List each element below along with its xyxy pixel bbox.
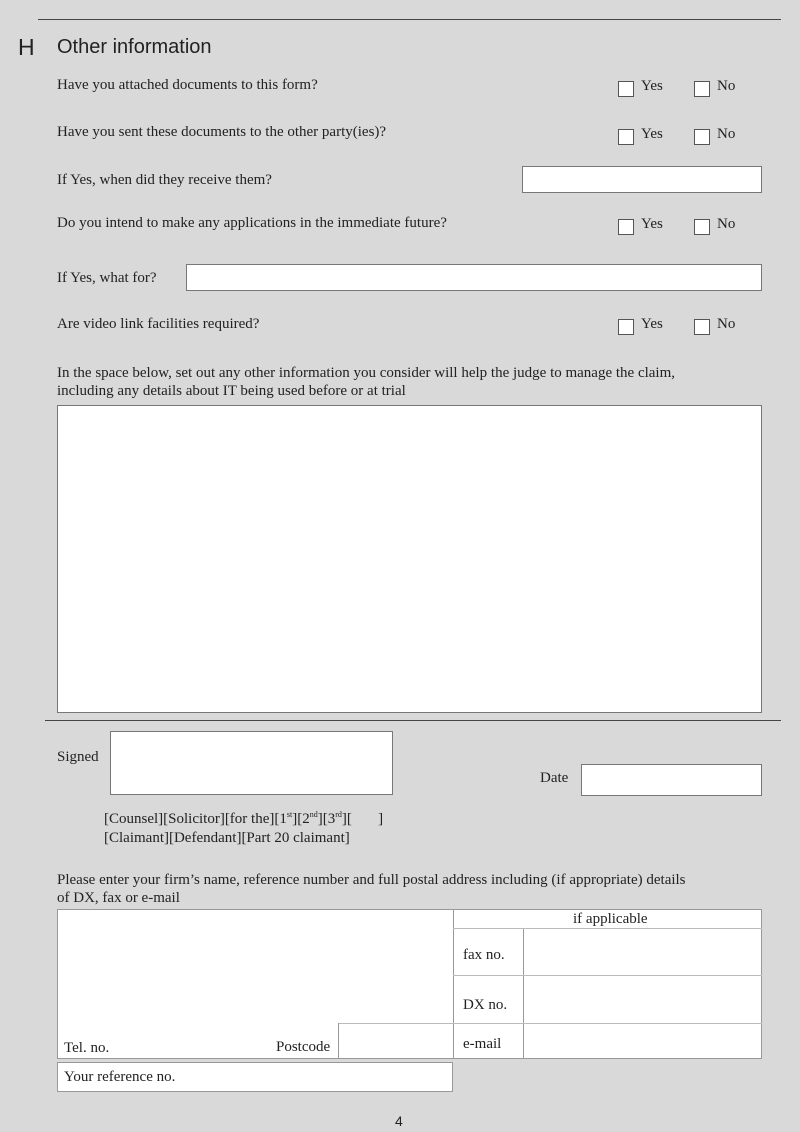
sent-yes-checkbox[interactable] xyxy=(618,126,663,143)
postcode-label: Postcode xyxy=(276,1039,331,1055)
applications-yes-checkbox[interactable] xyxy=(618,216,663,233)
role-text: ][ ] xyxy=(341,811,384,827)
video-no-checkbox[interactable] xyxy=(694,316,735,333)
firm-instructions-line-2: of DX, fax or e-mail xyxy=(57,890,180,906)
question-attached-documents: Have you attached documents to this form? xyxy=(57,77,318,93)
firm-instructions xyxy=(57,871,757,907)
reference-label: Your reference no. xyxy=(64,1069,176,1085)
if-applicable-label: if applicable xyxy=(573,911,648,927)
signature-field[interactable] xyxy=(110,731,393,795)
checkbox-box[interactable] xyxy=(694,219,710,235)
role-sup: rd xyxy=(335,810,342,819)
dx-field[interactable] xyxy=(524,976,761,1023)
section-title: Other information xyxy=(57,36,212,58)
table-divider xyxy=(453,909,454,1059)
page-number: 4 xyxy=(395,1113,403,1129)
attached-yes-checkbox[interactable] xyxy=(618,78,663,95)
fax-field[interactable] xyxy=(524,929,761,975)
checkbox-box[interactable] xyxy=(694,81,710,97)
other-info-instructions xyxy=(57,364,757,400)
attached-no-checkbox[interactable] xyxy=(694,78,735,95)
no-label: No xyxy=(717,216,736,232)
instructions-line-2: including any details about IT being used before or at trial xyxy=(57,383,406,399)
checkbox-box[interactable] xyxy=(694,319,710,335)
question-sent-documents: Have you sent these documents to the other party(ies)? xyxy=(57,124,387,140)
yes-label: Yes xyxy=(641,126,663,142)
yes-label: Yes xyxy=(641,216,663,232)
question-what-for: If Yes, what for? xyxy=(57,270,157,286)
section-letter: H xyxy=(18,34,35,60)
question-applications: Do you intend to make any applications in the immediate future? xyxy=(57,215,447,231)
checkbox-box[interactable] xyxy=(694,129,710,145)
role-line-2: [Claimant][Defendant][Part 20 claimant] xyxy=(104,830,350,846)
checkbox-box[interactable] xyxy=(618,319,634,335)
dx-label: DX no. xyxy=(463,997,508,1013)
role-text: ][2 xyxy=(292,811,310,827)
checkbox-box[interactable] xyxy=(618,129,634,145)
tel-label: Tel. no. xyxy=(64,1040,110,1056)
firm-instructions-line-1: Please enter your firm’s name, reference number and full postal address including (if appropriate) details xyxy=(57,872,686,888)
date-label: Date xyxy=(540,770,569,786)
signature-divider xyxy=(45,720,781,721)
role-line-1 xyxy=(104,810,383,828)
question-received-date: If Yes, when did they receive them? xyxy=(57,172,272,188)
no-label: No xyxy=(717,126,736,142)
date-field[interactable] xyxy=(581,764,762,796)
role-text: ][3 xyxy=(317,811,336,827)
what-for-field[interactable] xyxy=(186,264,762,291)
firm-address-field[interactable] xyxy=(58,910,453,1024)
role-sup: nd xyxy=(309,810,318,819)
email-label: e-mail xyxy=(463,1036,502,1052)
question-video-link: Are video link facilities required? xyxy=(57,316,260,332)
postcode-field[interactable] xyxy=(339,1024,452,1058)
applications-no-checkbox[interactable] xyxy=(694,216,735,233)
no-label: No xyxy=(717,78,736,94)
yes-label: Yes xyxy=(641,316,663,332)
email-field[interactable] xyxy=(524,1024,761,1058)
top-rule xyxy=(38,19,781,20)
video-yes-checkbox[interactable] xyxy=(618,316,663,333)
yes-label: Yes xyxy=(641,78,663,94)
sent-no-checkbox[interactable] xyxy=(694,126,735,143)
instructions-line-1: In the space below, set out any other information you consider will help the judge to manage the claim, xyxy=(57,365,676,381)
checkbox-box[interactable] xyxy=(618,81,634,97)
received-date-field[interactable] xyxy=(522,166,762,193)
checkbox-box[interactable] xyxy=(618,219,634,235)
role-text: [Counsel][Solicitor][for the][1 xyxy=(104,811,287,827)
signed-label: Signed xyxy=(57,749,99,765)
no-label: No xyxy=(717,316,736,332)
fax-label: fax no. xyxy=(463,947,505,963)
role-sup: st xyxy=(286,810,293,819)
other-info-textarea[interactable] xyxy=(57,405,762,713)
